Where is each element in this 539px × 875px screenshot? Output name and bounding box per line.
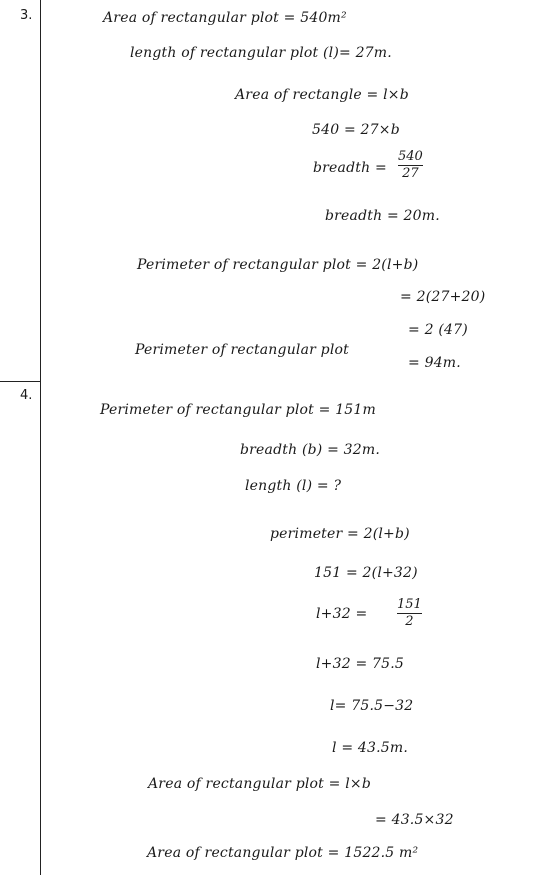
q4-fraction-numerator: 151 [397, 597, 422, 612]
question-3-number: 3. [20, 8, 33, 23]
q3-line-perimeter-formula: Perimeter of rectangular plot = 2(l+b) [137, 257, 419, 273]
q4-fraction [397, 598, 422, 630]
q4-line-area-result: Area of rectangular plot = 1522.5 m² [147, 845, 419, 861]
q4-line-length-result: l = 43.5m. [332, 740, 409, 756]
question-4-number: 4. [20, 388, 33, 403]
q4-line-area-formula: Area of rectangular plot = l×b [148, 776, 371, 792]
q4-line-half: l+32 = 75.5 [316, 656, 405, 672]
q3-line-perimeter-sum: = 2 (47) [408, 322, 468, 338]
q4-fraction-denominator: 2 [405, 614, 414, 630]
q3-line-length-given: length of rectangular plot (l)= 27m. [130, 45, 392, 61]
q3-line-area-given: Area of rectangular plot = 540m² [103, 10, 347, 26]
q4-line-perimeter-given: Perimeter of rectangular plot = 151m [100, 402, 376, 418]
q4-line-breadth-given: breadth (b) = 32m. [240, 442, 380, 458]
q3-line-breadth-result: breadth = 20m. [325, 208, 440, 224]
q3-line-substitute: 540 = 27×b [312, 122, 400, 138]
question-divider [0, 381, 40, 382]
q4-line-substitute: 151 = 2(l+32) [314, 565, 418, 581]
q3-breadth-label: breadth = [313, 160, 387, 176]
q3-fraction-denominator: 27 [402, 166, 419, 182]
q4-line-subtract: l= 75.5−32 [330, 698, 414, 714]
q3-line-perimeter-substitute: = 2(27+20) [400, 289, 486, 305]
q3-fraction-numerator: 540 [398, 149, 423, 164]
q3-breadth-fraction [398, 150, 423, 182]
q4-line-area-substitute: = 43.5×32 [375, 812, 454, 828]
q3-line-area-formula: Area of rectangle = l×b [235, 87, 409, 103]
q3-line-perimeter-label: Perimeter of rectangular plot [135, 342, 349, 358]
margin-line [40, 0, 41, 875]
q4-line-length-unknown: length (l) = ? [245, 478, 342, 494]
q3-line-perimeter-result: = 94m. [408, 355, 461, 371]
q4-l-plus-32-label: l+32 = [316, 606, 368, 622]
q4-line-perimeter-formula: perimeter = 2(l+b) [270, 526, 410, 542]
